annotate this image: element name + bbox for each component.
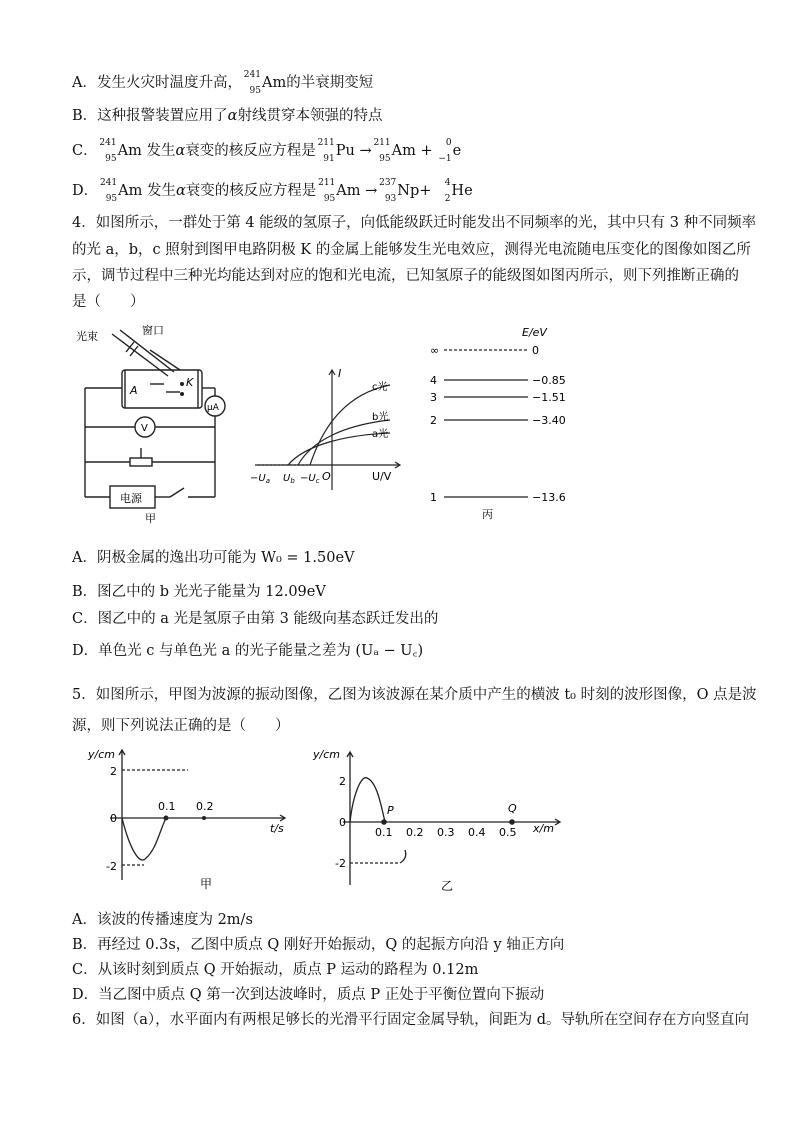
q4-stem-line-2: 的光 a，b，c 照射到图甲电路阴极 K 的金属上能够发生光电效应，测得光电流随电压变化的图像如图乙所 — [72, 242, 751, 258]
q4-stem-line-4: 是（ ） — [72, 294, 145, 310]
curve-c — [310, 385, 390, 465]
svg-text:Q: Q — [508, 802, 517, 815]
q4-figure-jia-circuit — [70, 322, 250, 527]
q5-option-a: A．该波的传播速度为 2m/s — [72, 912, 253, 928]
q4-stem-line-1: 4．如图所示，一群处于第 4 能级的氢原子，向低能级跃迁时能发出不同频率的光，其中只有 3 种不同频率 — [72, 215, 757, 231]
q4-figure-yi-iu-graph — [250, 365, 410, 495]
q4-option-d: D．单色光 c 与单色光 a 的光子能量之差为 (Uₐ − U꜀) — [72, 643, 424, 659]
svg-text:y/cm: y/cm — [88, 748, 115, 761]
q4-option-c: C．图乙中的 a 光是氢原子由第 3 能级向基态跃迁发出的 — [72, 611, 439, 627]
svg-text:y/cm: y/cm — [313, 748, 340, 761]
point-p — [381, 819, 387, 825]
label-b-light: b光 — [372, 412, 389, 423]
q5-figure-jia-vibration — [70, 740, 295, 890]
label-c-light: c光 — [372, 382, 388, 393]
label-a-light: a光 — [372, 429, 389, 440]
svg-text:0.2: 0.2 — [196, 800, 214, 813]
energy-level-e: −3.40 — [532, 414, 566, 427]
svg-text:U/V: U/V — [372, 470, 392, 483]
svg-text:t/s: t/s — [270, 822, 284, 835]
wave-curve — [350, 778, 385, 822]
svg-text:乙: 乙 — [441, 879, 454, 893]
energy-level-e: −13.6 — [532, 491, 566, 504]
svg-text:Ub: $U_b$ — [283, 473, 295, 485]
svg-text:0: 0 — [110, 812, 117, 825]
point-q — [509, 819, 515, 825]
svg-text:I: I — [338, 367, 342, 380]
q5-option-b: B．再经过 0.3s，乙图中质点 Q 刚好开始振动，Q 的起振方向沿 y 轴正方向 — [72, 937, 565, 953]
label-microammeter: μA — [207, 403, 219, 413]
label-light-beam: 光束 — [76, 330, 98, 343]
svg-text:x/m: x/m — [533, 822, 554, 835]
vibration-curve — [122, 818, 166, 860]
energy-level-n: ∞ — [430, 344, 440, 357]
q3-option-c: C． 241 95 Am 发生α衰变的核反应方程是 211 91 Pu → 211 95 Am + 0 −1 e — [72, 138, 462, 164]
rheostat — [130, 458, 152, 466]
q3-option-d: D． 241 95 Am 发生α衰变的核反应方程是 211 95 Am → 237 93 Np+ 4 2 He — [72, 178, 473, 204]
energy-level-n: 4 — [430, 374, 437, 387]
q4-figure-bing-energy-levels — [420, 322, 580, 527]
switch — [170, 488, 184, 497]
svg-text:0.5: 0.5 — [499, 826, 517, 839]
svg-text:0.3: 0.3 — [437, 826, 455, 839]
svg-text:0.1: 0.1 — [158, 800, 176, 813]
q4-option-b: B．图乙中的 b 光光子能量为 12.09eV — [72, 584, 326, 600]
svg-text:O: O — [322, 470, 331, 483]
label-voltmeter: V — [141, 423, 148, 434]
svg-text:−Ua: $-U_a$ — [250, 473, 270, 485]
svg-text:0.2: 0.2 — [406, 826, 424, 839]
q4-stem-line-3: 示，调节过程中三种光均能达到对应的饱和光电流，已知氢原子的能级图如图丙所示，则下列推断正确的 — [72, 268, 739, 284]
energy-level-e: −0.85 — [532, 374, 566, 387]
svg-text:0.1: 0.1 — [375, 826, 393, 839]
svg-text:2: 2 — [110, 765, 117, 778]
energy-level-n: 3 — [430, 391, 437, 404]
svg-text:P: P — [387, 804, 394, 817]
caption-bing: 丙 — [482, 508, 493, 521]
label-cathode: K — [186, 376, 194, 389]
energy-level-n: 1 — [430, 491, 437, 504]
svg-text:-2: -2 — [106, 860, 117, 873]
svg-text:0: 0 — [339, 816, 346, 829]
q5-option-d: D．当乙图中质点 Q 第一次到达波峰时，质点 P 正处于平衡位置向下振动 — [72, 987, 545, 1003]
energy-level-e: −1.51 — [532, 391, 566, 404]
q3-option-a: A．发生火灾时温度升高， 241 95 Am的半衰期变短 — [72, 70, 374, 96]
q4-option-a: A．阴极金属的逸出功可能为 W₀ = 1.50eV — [72, 550, 355, 566]
q3-option-b: B．这种报警装置应用了α射线贯穿本领强的特点 — [72, 108, 383, 124]
q5-stem-line-1: 5．如图所示，甲图为波源的振动图像，乙图为该波源在某介质中产生的横波 t₀ 时刻的波形图像，O 点是波 — [72, 687, 757, 703]
svg-text:−Uc: $-U_c$ — [300, 473, 320, 485]
svg-text:2: 2 — [339, 775, 346, 788]
q5-option-c: C．从该时刻到质点 Q 开始振动，质点 P 运动的路程为 0.12m — [72, 962, 479, 978]
label-source: 电源 — [120, 492, 142, 505]
caption-jia: 甲 — [145, 512, 156, 525]
energy-level-e: 0 — [532, 344, 539, 357]
energy-level-n: 2 — [430, 414, 437, 427]
label-window: 窗口 — [142, 324, 164, 337]
svg-text:甲: 甲 — [200, 877, 213, 890]
q6-stem-line-1: 6．如图（a），水平面内有两根足够长的光滑平行固定金属导轨，间距为 d。导轨所在空间存在方向竖直向 — [72, 1012, 750, 1028]
q5-figure-yi-waveform — [305, 740, 575, 895]
nuclide-am241: 241 95 — [243, 70, 261, 96]
svg-text:E/eV: E/eV — [522, 326, 547, 339]
svg-text:0.4: 0.4 — [468, 826, 486, 839]
q5-stem-line-2: 源，则下列说法正确的是（ ） — [72, 718, 290, 734]
window-mark — [126, 342, 134, 352]
label-anode: A — [130, 384, 138, 397]
svg-text:-2: -2 — [335, 857, 346, 870]
